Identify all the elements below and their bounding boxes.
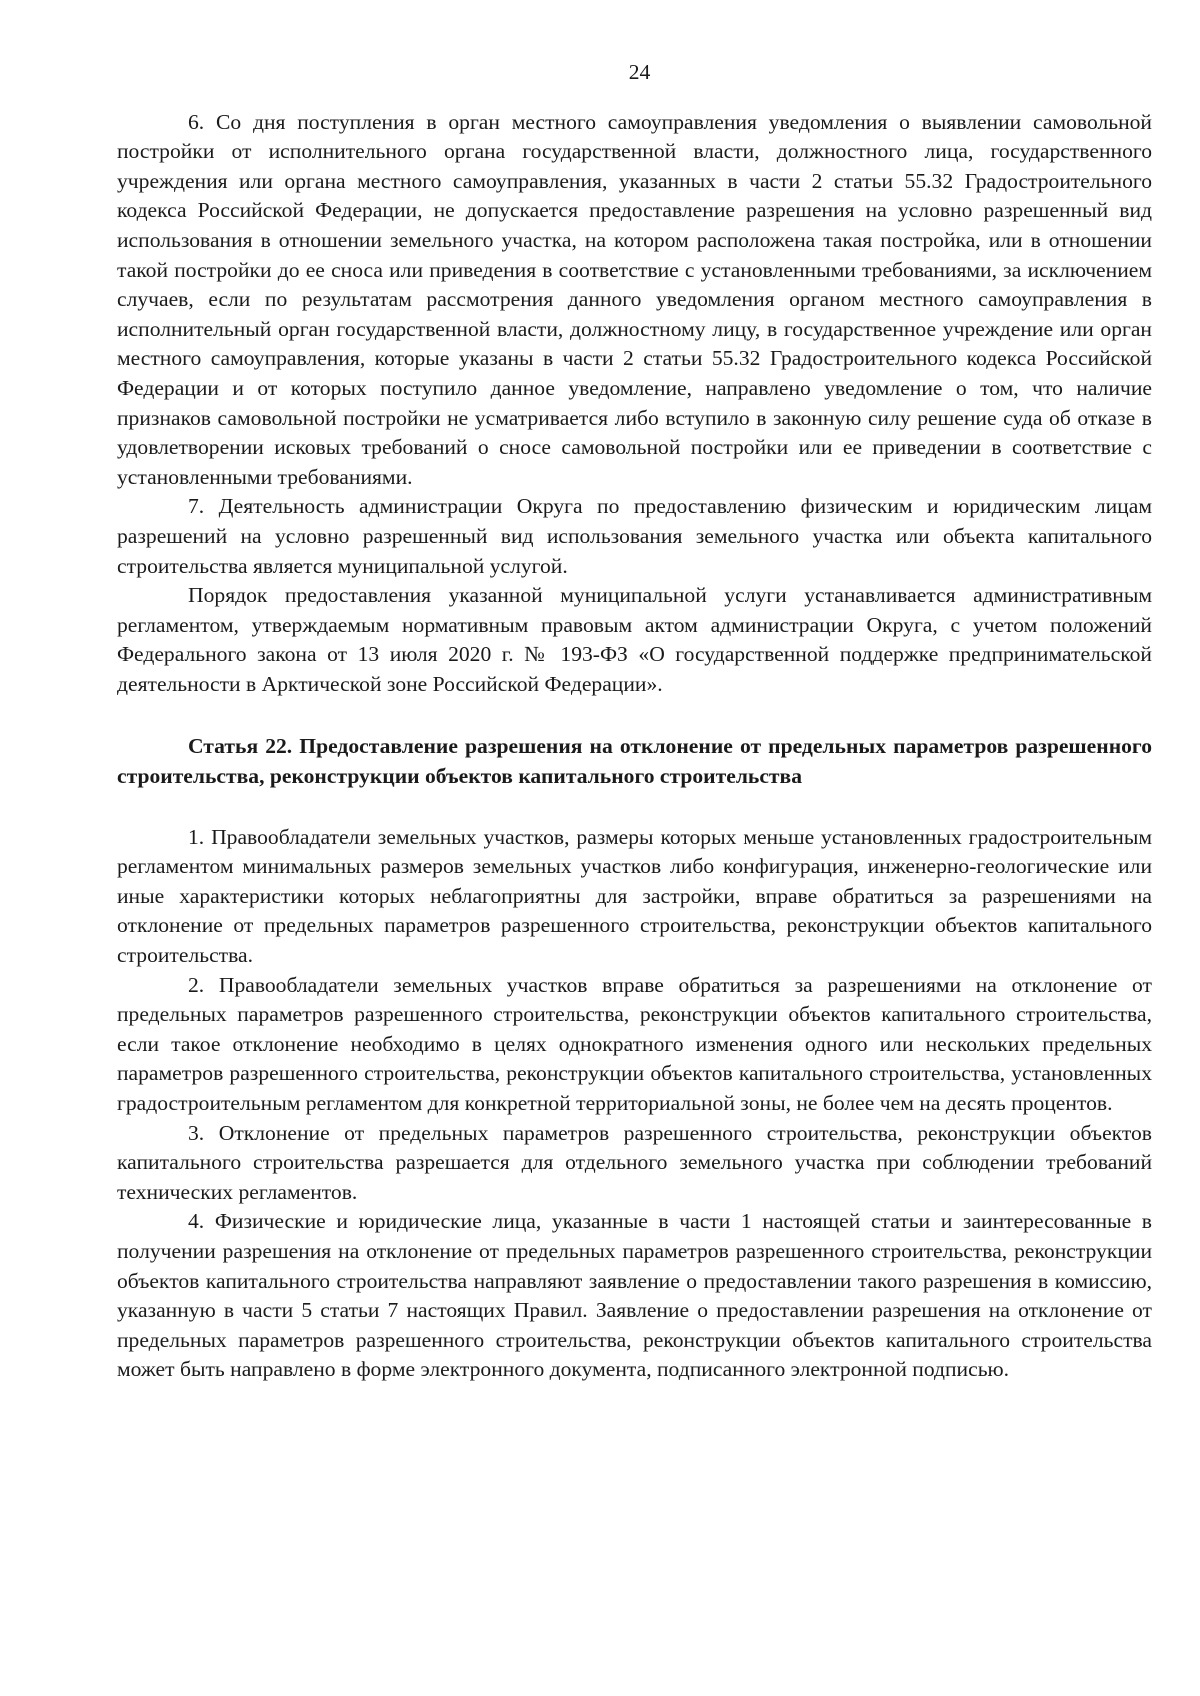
article22-paragraph-3: 3. Отклонение от предельных параметров разрешенного строительства, реконструкции объектов капитального строительства разрешается для отдельного земельного участка при соблюдении требований технических регламентов. xyxy=(117,1120,1152,1204)
section-article21-tail xyxy=(117,108,1152,700)
section-article22 xyxy=(117,823,1152,1385)
paragraph-6: 6. Со дня поступления в орган местного самоуправления уведомления о выявлении самовольной постройки от исполнительного органа государственной власти, должностного лица, государственного учреждения или органа местного самоуправления, указанных в части 2 статьи 55.32 Градостроительного кодекса Российской Федерации, не допускается предоставление разрешения на условно разрешенный вид использования в отношении земельного участка, на котором расположена такая постройка, или в отношении такой постройки до ее сноса или приведения в соответствие с установленными требованиями, за исключением случаев, если по результатам рассмотрения данного уведомления органом местного самоуправления в исполнительный орган государственной власти, должностному лицу, в государственное учреждение или орган местного самоуправления, которые указаны в части 2 статьи 55.32 Градостроительного кодекса Российской Федерации и от которых поступило данное уведомление, направлено уведомление о том, что наличие признаков самовольной постройки не усматривается либо вступило в законную силу решение суда об отказе в удовлетворении исковых требований о сносе самовольной постройки или ее приведении в соответствие с установленными требованиями. xyxy=(117,109,1152,489)
article22-paragraph-1: 1. Правообладатели земельных участков, размеры которых меньше установленных градостроительным регламентом минимальных размеров земельных участков либо конфигурация, инженерно-геологические или иные характеристики которых неблагоприятны для застройки, вправе обратиться за разрешениями на отклонение от предельных параметров разрешенного строительства, реконструкции объектов капитального строительства. xyxy=(117,824,1152,968)
article-22-heading: Статья 22. Предоставление разрешения на отклонение от предельных параметров разрешенного строительства, реконструкции объектов капитального строительства xyxy=(117,734,1152,789)
paragraph-procedure: Порядок предоставления указанной муниципальной услуги устанавливается административным регламентом, утверждаемым нормативным правовым актом администрации Округа, с учетом положений Федерального закона от 13 июля 2020 г. № 193-ФЗ «О государственной поддержке предпринимательской деятельности в Арктической зоне Российской Федерации». xyxy=(117,583,1152,696)
paragraph-7: 7. Деятельность администрации Округа по предоставлению физическим и юридическим лицам разрешений на условно разрешенный вид использования земельного участка или объекта капитального строительства является муниципальной услугой. xyxy=(117,494,1152,578)
article22-paragraph-4: 4. Физические и юридические лица, указанные в части 1 настоящей статьи и заинтересованные в получении разрешения на отклонение от предельных параметров разрешенного строительства, реконструкции объектов капитального строительства направляют заявление о предоставлении такого разрешения в комиссию, указанную в части 5 статьи 7 настоящих Правил. Заявление о предоставлении разрешения на отклонение от предельных параметров разрешенного строительства, реконструкции объектов капитального строительства может быть направлено в форме электронного документа, подписанного электронной подписью. xyxy=(117,1209,1152,1382)
article22-paragraph-2: 2. Правообладатели земельных участков вправе обратиться за разрешениями на отклонение от предельных параметров разрешенного строительства, реконструкции объектов капитального строительства, если такое отклонение необходимо в целях однократного изменения одного или нескольких предельных параметров разрешенного строительства, реконструкции объектов капитального строительства, установленных градостроительным регламентом для конкретной территориальной зоны, не более чем на десять процентов. xyxy=(117,972,1152,1115)
page-number: 24 xyxy=(628,60,651,84)
